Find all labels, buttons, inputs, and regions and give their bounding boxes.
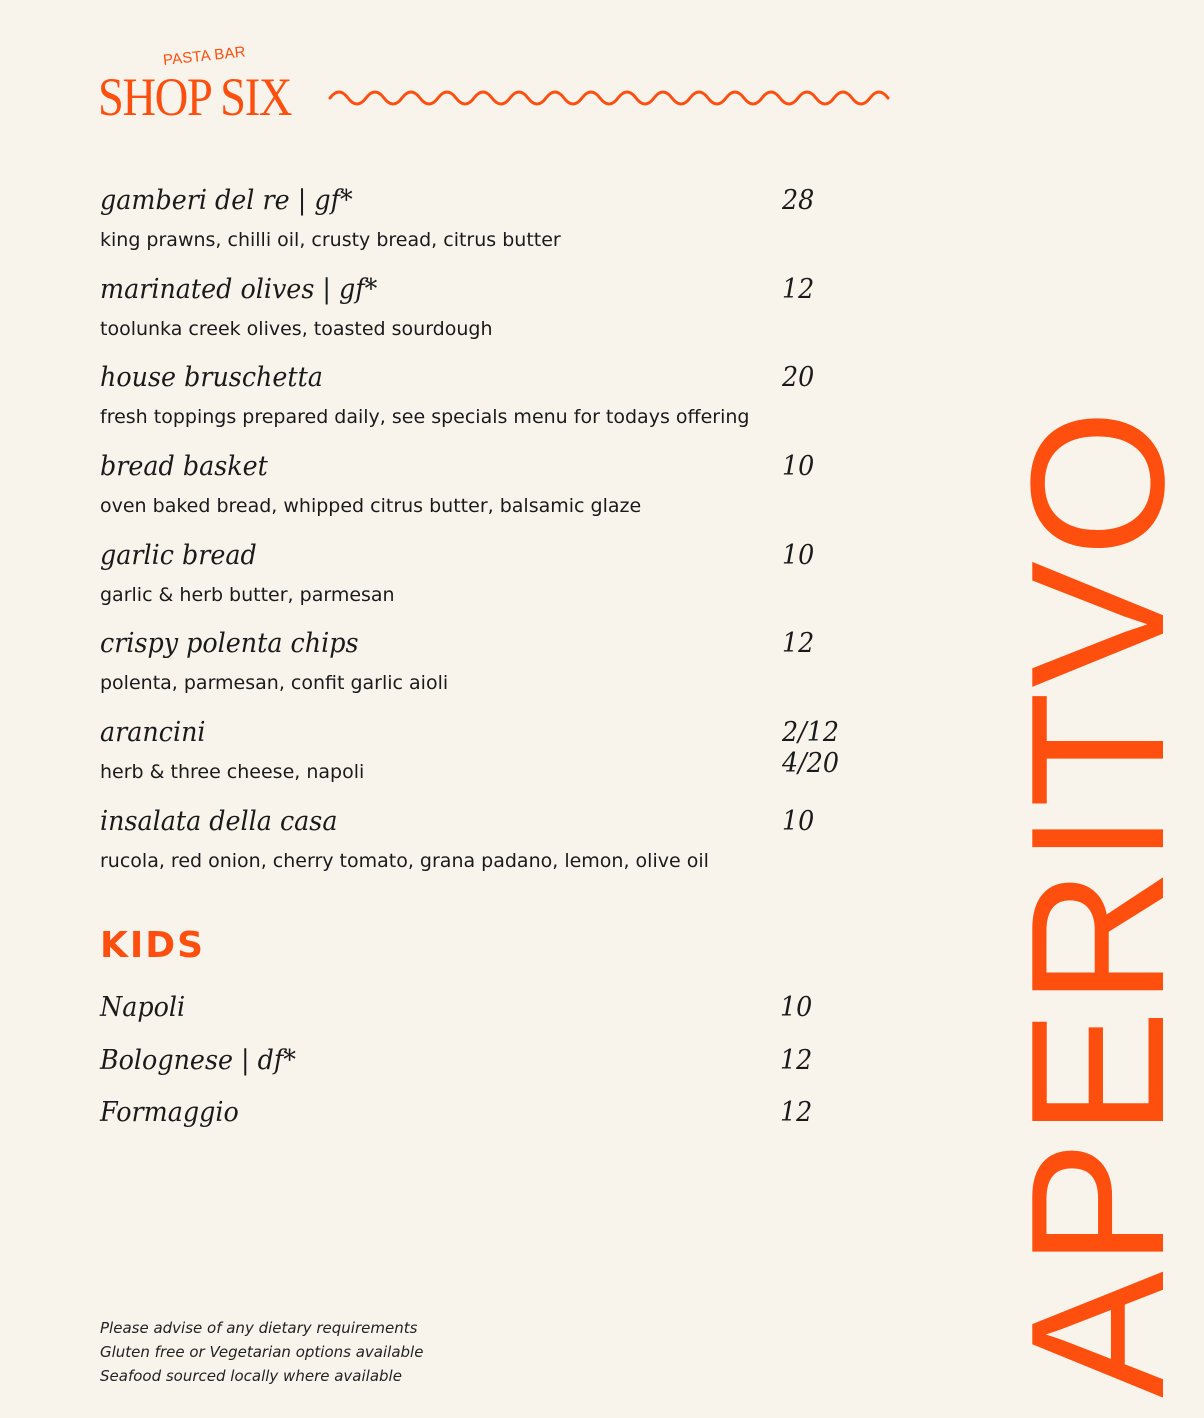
menu-item (100, 628, 860, 708)
brand-subtitle: PASTA BAR (162, 43, 247, 69)
kids-item (100, 992, 820, 1032)
item-description: toolunka creek olives, toasted sourdough (100, 318, 493, 340)
item-description: herb & three cheese, napoli (100, 761, 365, 783)
item-name: crispy polenta chips (100, 628, 359, 659)
kids-item-name: Napoli (100, 992, 186, 1023)
item-description: fresh toppings prepared daily, see specials menu for todays offering (100, 406, 750, 428)
item-price: 10 (782, 540, 815, 571)
kids-item (100, 1045, 820, 1085)
kids-item-name: Formaggio (100, 1097, 239, 1128)
item-description: rucola, red onion, cherry tomato, grana padano, lemon, olive oil (100, 850, 709, 872)
section-title: APERITVO (992, 405, 1204, 1398)
item-price: 12 (782, 628, 815, 659)
item-price: 28 (782, 185, 815, 216)
item-description: garlic & herb butter, parmesan (100, 584, 395, 606)
item-name: bread basket (100, 451, 268, 482)
item-name: gamberi del re | gf* (100, 185, 353, 216)
menu-item (100, 806, 860, 886)
item-description: king prawns, chilli oil, crusty bread, citrus butter (100, 229, 561, 251)
item-name: insalata della casa (100, 806, 338, 837)
kids-heading: KIDS (100, 925, 206, 966)
kids-item-price: 12 (780, 1097, 813, 1128)
menu-item (100, 274, 860, 354)
item-name: arancini (100, 717, 206, 748)
brand-logo (98, 43, 898, 138)
dietary-notes (100, 1316, 700, 1388)
wave-divider (330, 86, 890, 110)
menu-item (100, 185, 860, 265)
note-line: Seafood sourced locally where available (100, 1367, 402, 1385)
item-description: polenta, parmesan, confit garlic aioli (100, 672, 449, 694)
item-price: 20 (782, 362, 815, 393)
item-price: 10 (782, 451, 815, 482)
kids-item (100, 1097, 820, 1137)
note-line: Please advise of any dietary requirements (100, 1319, 418, 1337)
item-price: 10 (782, 806, 815, 837)
menu-item (100, 362, 860, 442)
note-line: Gluten free or Vegetarian options available (100, 1343, 424, 1361)
item-name: garlic bread (100, 540, 257, 571)
kids-item-price: 10 (780, 992, 813, 1023)
item-description: oven baked bread, whipped citrus butter, balsamic glaze (100, 495, 642, 517)
section-title-vertical (992, 358, 1204, 1398)
menu-item (100, 540, 860, 620)
kids-item-price: 12 (780, 1045, 813, 1076)
item-name: marinated olives | gf* (100, 274, 378, 305)
item-name: house bruschetta (100, 362, 323, 393)
item-price: 12 (782, 274, 815, 305)
item-price: 2/12 4/20 (782, 717, 840, 779)
brand-name: SHOP SIX (98, 67, 292, 127)
menu-item (100, 717, 860, 797)
menu-item (100, 451, 860, 531)
kids-item-name: Bolognese | df* (100, 1045, 297, 1076)
